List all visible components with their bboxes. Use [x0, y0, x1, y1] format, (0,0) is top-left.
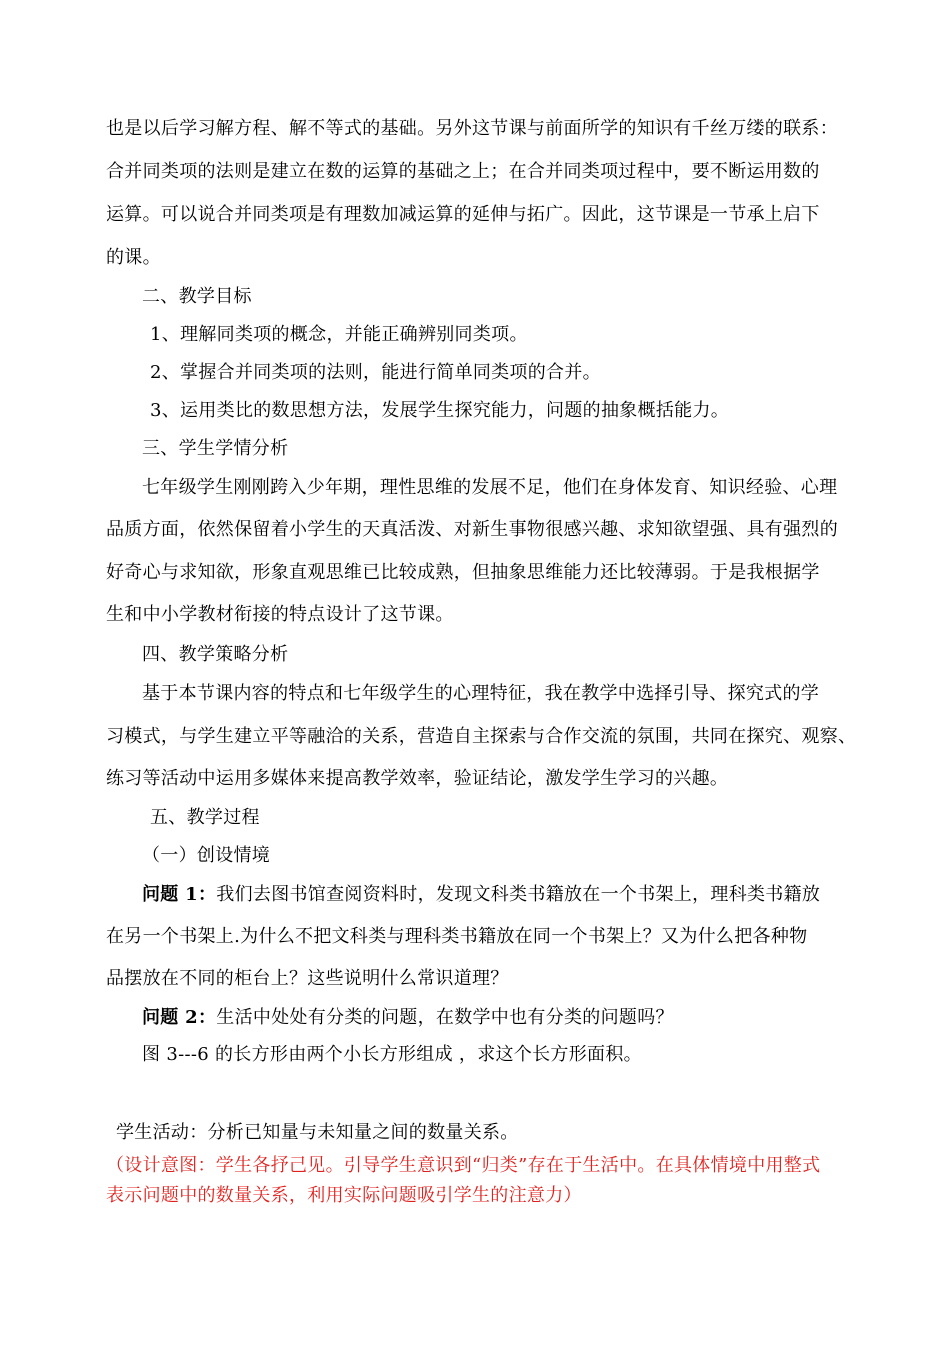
section-heading-process: 五、教学过程 — [150, 807, 260, 828]
question-2-label: 问题 2： — [142, 1007, 217, 1028]
question-2-text: 生活中处处有分类的问题，在数学中也有分类的问题吗？ — [216, 1007, 674, 1028]
analysis-line-3: 好奇心与求知欲，形象直观思维已比较成熟，但抽象思维能力还比较薄弱。于是我根据学 — [106, 562, 820, 583]
question-1-line-3: 品摆放在不同的柜台上？这些说明什么常识道理？ — [106, 968, 509, 989]
figure-description: 图 3---6 的长方形由两个小长方形组成 ，求这个长方形面积。 — [142, 1044, 642, 1065]
analysis-line-2: 品质方面，依然保留着小学生的天真活泼、对新生事物很感兴趣、求知欲望强、具有强烈的 — [106, 519, 838, 540]
objective-item-2: 2、掌握合并同类项的法则，能进行简单同类项的合并。 — [150, 362, 601, 383]
question-1-label: 问题 1： — [142, 884, 217, 905]
analysis-line-1: 七年级学生刚刚跨入少年期，理性思维的发展不足，他们在身体发育、知识经验、心理 — [142, 477, 838, 498]
strategy-line-1: 基于本节课内容的特点和七年级学生的心理特征，我在教学中选择引导、探究式的学 — [142, 683, 820, 704]
objective-item-3: 3、运用类比的数思想方法，发展学生探究能力，问题的抽象概括能力。 — [150, 400, 730, 421]
intro-line-4: 的课。 — [106, 247, 161, 268]
objective-item-1: 1、理解同类项的概念，并能正确辨别同类项。 — [150, 324, 528, 345]
strategy-line-3: 练习等活动中运用多媒体来提高教学效率，验证结论，激发学生学习的兴趣。 — [106, 768, 729, 789]
subsection-heading-scenario: （一）创设情境 — [142, 845, 271, 866]
student-activity: 学生活动：分析已知量与未知量之间的数量关系。 — [116, 1122, 519, 1143]
section-heading-objectives: 二、教学目标 — [142, 286, 252, 307]
intro-line-1: 也是以后学习解方程、解不等式的基础。另外这节课与前面所学的知识有千丝万缕的联系： — [106, 118, 838, 139]
design-intent-line-2: 表示问题中的数量关系，利用实际问题吸引学生的注意力） — [106, 1185, 582, 1206]
question-1-text: 我们去图书馆查阅资料时，发现文科类书籍放在一个书架上，理科类书籍放 — [216, 884, 821, 905]
design-intent-line-1: （设计意图：学生各抒己见。引导学生意识到“归类”存在于生活中。在具体情境中用整式 — [106, 1155, 821, 1176]
strategy-line-2: 习模式，与学生建立平等融洽的关系，营造自主探索与合作交流的氛围，共同在探究、观察、 — [106, 726, 857, 747]
intro-line-3: 运算。可以说合并同类项是有理数加减运算的延伸与拓广。因此，这节课是一节承上启下 — [106, 204, 820, 225]
analysis-line-4: 生和中小学教材衔接的特点设计了这节课。 — [106, 604, 454, 625]
question-1-line-2: 在另一个书架上.为什么不把文科类与理科类书籍放在同一个书架上？又为什么把各种物 — [106, 926, 808, 947]
question-1-line-1 — [142, 883, 820, 907]
intro-line-2: 合并同类项的法则是建立在数的运算的基础之上；在合并同类项过程中，要不断运用数的 — [106, 161, 820, 182]
section-heading-student-analysis: 三、学生学情分析 — [142, 438, 289, 459]
section-heading-strategy: 四、教学策略分析 — [142, 644, 289, 665]
question-2-line — [142, 1006, 674, 1030]
